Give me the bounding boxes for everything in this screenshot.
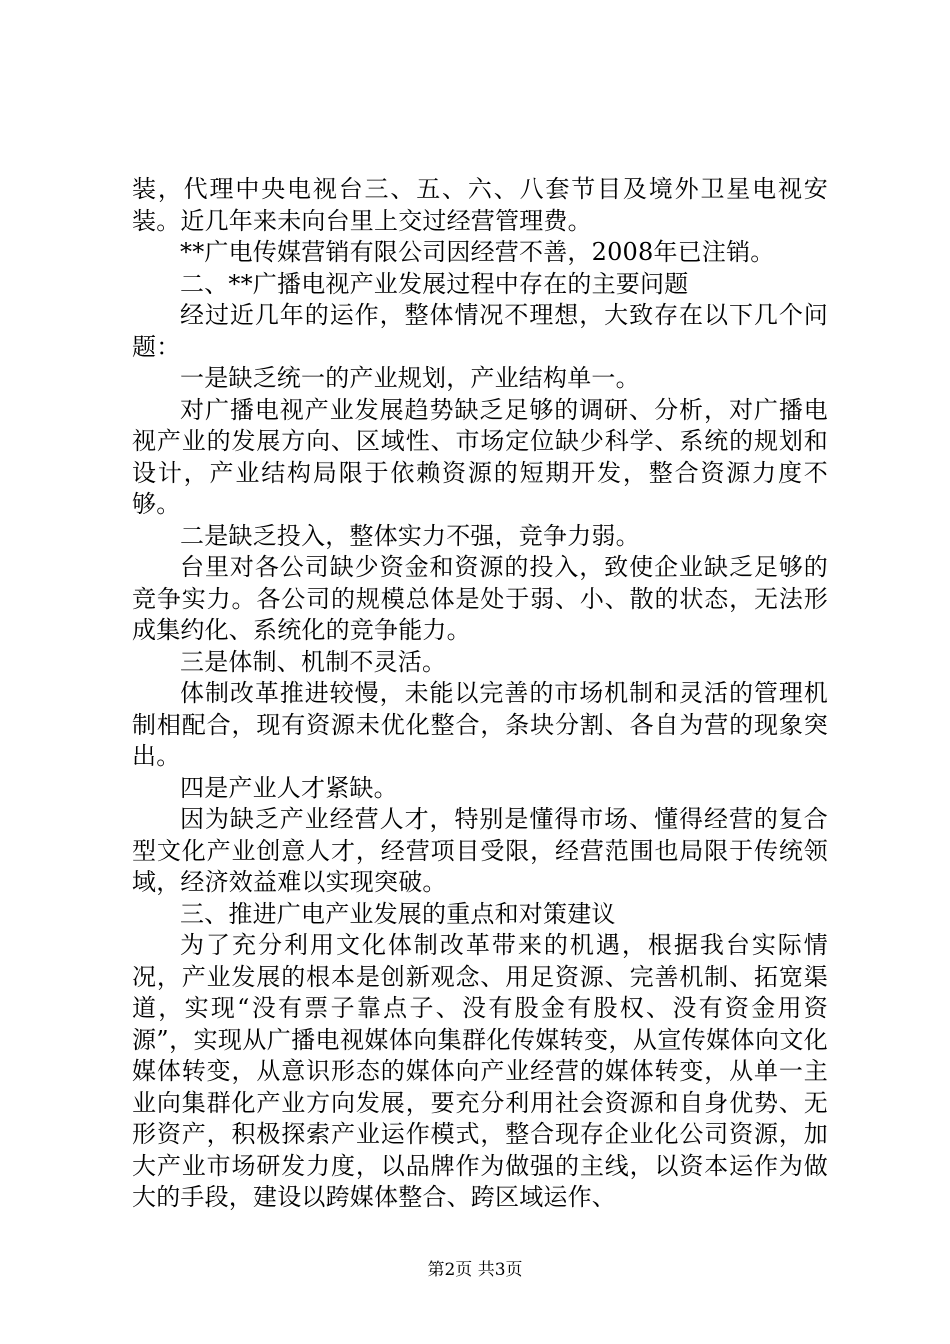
page-number-label: 第2页 共3页 [427, 1260, 523, 1280]
page-footer [0, 1259, 950, 1281]
problem-heading-4: 四是产业人才紧缺。 [180, 773, 398, 802]
section-heading-3: 三、推进广电产业发展的重点和对策建议 [180, 899, 616, 928]
document-body [132, 174, 828, 1214]
paragraph-1: 装，代理中央电视台三、五、六、八套节目及境外卫星电视安装。近几年来未向台里上交过经营管理费。 [132, 175, 828, 235]
paragraph-6: 对广播电视产业发展趋势缺乏足够的调研、分析，对广播电视产业的发展方向、区域性、市场定位缺少科学、系统的规划和设计，产业结构局限于依赖资源的短期开发，整合资源力度不够。 [132, 395, 828, 518]
paragraph-4: 经过近几年的运作，整体情况不理想，大致存在以下几个问题： [132, 301, 828, 361]
paragraph-2: **广电传媒营销有限公司因经营不善，2008年已注销。 [180, 238, 775, 266]
problem-heading-1: 一是缺乏统一的产业规划，产业结构单一。 [180, 364, 640, 392]
paragraph-10: 体制改革推进较慢，未能以完善的市场机制和灵活的管理机制相配合，现有资源未优化整合，条块分割、各自为营的现象突出。 [132, 679, 828, 770]
paragraph-14: 为了充分利用文化体制改革带来的机遇，根据我台实际情况，产业发展的根本是创新观念、用足资源、完善机制、拓宽渠道，实现“没有票子靠点子、没有股金有股权、没有资金用资源”，实现从广播电视媒体向集群化传媒转变，从宣传媒体向文化媒体转变，从意识形态的媒体向产业经营的媒体转变，从单一主业向集群化产业方向发展，要充分利用社会资源和自身优势、无形资产，积极探索产业运作模式，整合现存企业化公司资源，加大产业市场研发力度，以品牌作为做强的主线，以资本运作为做大的手段，建设以跨媒体整合、跨区域运作、 [132, 931, 828, 1211]
problem-heading-3: 三是体制、机制不灵活。 [180, 647, 447, 676]
paragraph-8: 台里对各公司缺少资金和资源的投入，致使企业缺乏足够的竞争实力。各公司的规模总体是处于弱、小、散的状态，无法形成集约化、系统化的竞争能力。 [132, 553, 828, 644]
paragraph-12: 因为缺乏产业经营人才，特别是懂得市场、懂得经营的复合型文化产业创意人才，经营项目受限，经营范围也局限于传统领域，经济效益难以实现突破。 [132, 805, 828, 896]
section-heading-2: 二、**广播电视产业发展过程中存在的主要问题 [180, 269, 689, 298]
problem-heading-2: 二是缺乏投入，整体实力不强，竞争力弱。 [180, 521, 640, 550]
